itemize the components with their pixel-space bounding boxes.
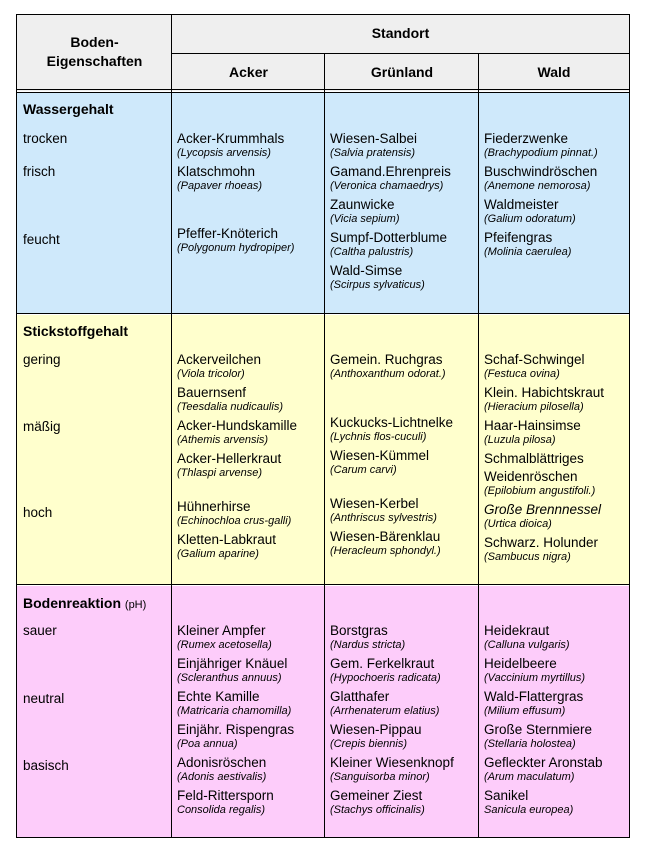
plant-scientific-name: (Arrhenaterum elatius)	[330, 705, 440, 717]
plant-name: Feld-Rittersporn	[177, 788, 274, 803]
plant-scientific-name: (Rumex acetosella)	[177, 639, 272, 651]
divider	[17, 89, 629, 90]
plant-name: Waldmeister	[484, 197, 559, 212]
plant-name: Große Brennnessel	[484, 502, 602, 517]
plant-name: Wiesen-Bärenklau	[330, 529, 441, 544]
divider	[171, 15, 172, 837]
plant-scientific-name: (Stachys officinalis)	[330, 804, 425, 816]
plant-name: Wiesen-Kerbel	[330, 496, 419, 511]
plant-scientific-name: (Vaccinium myrtillus)	[484, 672, 586, 684]
plant-scientific-name: (Matricaria chamomilla)	[177, 705, 292, 717]
plant-list-acker-wasser	[177, 131, 294, 259]
plant-scientific-name: (Hypochoeris radicata)	[330, 672, 441, 684]
plant-scientific-name: (Teesdalia nudicaulis)	[177, 401, 283, 413]
plant-scientific-name: (Adonis aestivalis)	[177, 771, 267, 783]
row-label-gering: gering	[23, 352, 61, 367]
plant-scientific-name: (Polygonum hydropiper)	[177, 242, 295, 254]
plant-scientific-name: (Caltha palustris)	[330, 246, 414, 258]
plant-name: Wiesen-Pippau	[330, 722, 422, 737]
plant-list-gruenland-stickstoff	[330, 352, 453, 562]
divider	[17, 584, 629, 585]
plant-name: Weidenröschen	[484, 469, 578, 484]
plant-name: Acker-Hundskamille	[177, 418, 298, 433]
plant-name: Gemein. Ruchgras	[330, 352, 443, 367]
plant-scientific-name: (Molinia caerulea)	[484, 246, 572, 258]
plant-scientific-name: (Carum carvi)	[330, 464, 397, 476]
row-label-neutral: neutral	[23, 691, 65, 706]
plant-scientific-name: (Luzula pilosa)	[484, 434, 556, 446]
plant-name: Heidekraut	[484, 623, 550, 638]
row-label-hoch: hoch	[23, 505, 53, 520]
divider	[478, 53, 479, 837]
plant-name: Ackerveilchen	[177, 352, 262, 367]
plant-scientific-name: (Galium odoratum)	[484, 213, 576, 225]
plant-scientific-name: (Arum maculatum)	[484, 771, 575, 783]
divider	[17, 92, 629, 93]
plant-name: Gemeiner Ziest	[330, 788, 423, 803]
plant-name: Wiesen-Salbei	[330, 131, 418, 146]
divider	[324, 53, 325, 837]
plant-scientific-name: (Thlaspi arvense)	[177, 467, 262, 479]
plant-name: Einjähr. Rispengras	[177, 722, 295, 737]
plant-name: Wald-Flattergras	[484, 689, 584, 704]
row-label-sauer: sauer	[23, 623, 57, 638]
plant-scientific-name: (Hieracium pilosella)	[484, 401, 584, 413]
plant-name: Bauernsenf	[177, 385, 247, 400]
row-label-trocken: trocken	[23, 131, 68, 146]
plant-list-wald-stickstoff	[484, 352, 604, 568]
soil-table	[16, 14, 630, 838]
plant-scientific-name: (Stellaria holostea)	[484, 738, 576, 750]
plant-scientific-name: (Anthriscus sylvestris)	[330, 512, 437, 524]
row-label-frisch: frisch	[23, 164, 56, 179]
plant-scientific-name: (Lycopsis arvensis)	[177, 147, 271, 159]
plant-name: Buschwindröschen	[484, 164, 598, 179]
plant-name: Sanikel	[484, 788, 529, 803]
plant-scientific-name: Consolida regalis)	[177, 804, 266, 816]
section-title-bodenreaktion	[23, 595, 146, 611]
plant-scientific-name: (Heracleum sphondyl.)	[330, 545, 441, 557]
plant-scientific-name: (Festuca ovina)	[484, 368, 560, 380]
row-label-feucht: feucht	[23, 232, 60, 247]
plant-name: Fiederzwenke	[484, 131, 569, 146]
plant-name: Schwarz. Holunder	[484, 535, 599, 550]
column-header-wald: Wald	[537, 64, 571, 80]
plant-scientific-name: (Calluna vulgaris)	[484, 639, 570, 651]
section-title-wassergehalt: Wassergehalt	[23, 101, 114, 117]
plant-name: Kletten-Labkraut	[177, 532, 277, 547]
plant-scientific-name: (Sanguisorba minor)	[330, 771, 430, 783]
plant-scientific-name: (Sambucus nigra)	[484, 551, 571, 563]
plant-name: Kleiner Ampfer	[177, 623, 266, 638]
plant-scientific-name: (Lychnis flos-cuculi)	[330, 431, 427, 443]
plant-scientific-name: (Scirpus sylvaticus)	[330, 279, 425, 291]
plant-name: Wald-Simse	[330, 263, 403, 278]
plant-name: Adonisröschen	[177, 755, 267, 770]
plant-name: Sumpf-Dotterblume	[330, 230, 448, 245]
divider	[172, 53, 629, 54]
plant-list-acker-boden	[177, 623, 294, 821]
plant-scientific-name: (Epilobium angustifoli.)	[484, 485, 596, 497]
plant-name: Klein. Habichtskraut	[484, 385, 605, 400]
plant-name: Heidelbeere	[484, 656, 557, 671]
plant-scientific-name: (Vicia sepium)	[330, 213, 400, 225]
plant-scientific-name: (Veronica chamaedrys)	[330, 180, 444, 192]
plant-scientific-name: (Nardus stricta)	[330, 639, 406, 651]
row-label-basisch: basisch	[23, 758, 69, 773]
plant-name: Kleiner Wiesenknopf	[330, 755, 454, 770]
plant-scientific-name: (Milium effusum)	[484, 705, 566, 717]
column-header-gruenland: Grünland	[370, 64, 434, 80]
plant-name: Kuckucks-Lichtnelke	[330, 415, 454, 430]
plant-scientific-name: (Brachypodium pinnat.)	[484, 147, 598, 159]
standort-header: Standort	[371, 25, 430, 41]
plant-list-wald-boden	[484, 623, 603, 821]
plant-name: Gefleckter Aronstab	[484, 755, 603, 770]
plant-name: Hühnerhirse	[177, 499, 251, 514]
plant-list-wald-wasser	[484, 131, 598, 263]
plant-scientific-name: (Crepis biennis)	[330, 738, 408, 750]
section-title-unit: (pH)	[124, 599, 147, 611]
plant-name: Schmalblättriges	[484, 451, 584, 466]
column-header-acker: Acker	[229, 64, 268, 80]
row-label-maessig: mäßig	[23, 419, 61, 434]
plant-scientific-name: (Athemis arvensis)	[177, 434, 269, 446]
plant-name: Wiesen-Kümmel	[330, 448, 430, 463]
plant-scientific-name: (Scleranthus annuus)	[177, 672, 282, 684]
plant-scientific-name: (Urtica dioica)	[484, 518, 552, 530]
plant-name: Gem. Ferkelkraut	[330, 656, 435, 671]
plant-name: Gamand.Ehrenpreis	[330, 164, 451, 179]
plant-name: Pfeifengras	[484, 230, 553, 245]
plant-scientific-name: (Papaver rhoeas)	[177, 180, 262, 192]
row-header-title: Boden- Eigenschaften	[46, 34, 143, 69]
plant-scientific-name: (Anemone nemorosa)	[484, 180, 591, 192]
plant-name: Große Sternmiere	[484, 722, 593, 737]
plant-name: Haar-Hainsimse	[484, 418, 581, 433]
plant-name: Klatschmohn	[177, 164, 256, 179]
plant-name: Acker-Krummhals	[177, 131, 285, 146]
plant-name: Einjähriger Knäuel	[177, 656, 288, 671]
plant-scientific-name: (Anthoxanthum odorat.)	[330, 368, 446, 380]
section-title-stickstoffgehalt: Stickstoffgehalt	[23, 323, 129, 339]
plant-list-acker-stickstoff	[177, 352, 297, 565]
plant-name: Borstgras	[330, 623, 388, 638]
plant-scientific-name: Sanicula europea)	[484, 804, 574, 816]
plant-scientific-name: (Echinochloa crus-galli)	[177, 515, 292, 527]
plant-scientific-name: (Salvia pratensis)	[330, 147, 415, 159]
plant-list-gruenland-wasser	[330, 131, 451, 296]
plant-scientific-name: (Galium aparine)	[177, 548, 259, 560]
section-title-text: Bodenreaktion	[23, 595, 122, 611]
plant-list-gruenland-boden	[330, 623, 454, 821]
plant-name: Zaunwicke	[330, 197, 395, 212]
plant-scientific-name: (Poa annua)	[177, 738, 238, 750]
plant-name: Acker-Hellerkraut	[177, 451, 282, 466]
divider	[17, 313, 629, 314]
plant-name: Schaf-Schwingel	[484, 352, 585, 367]
plant-name: Pfeffer-Knöterich	[177, 226, 279, 241]
plant-name: Glatthafer	[330, 689, 390, 704]
plant-scientific-name: (Viola tricolor)	[177, 368, 245, 380]
plant-name: Echte Kamille	[177, 689, 260, 704]
